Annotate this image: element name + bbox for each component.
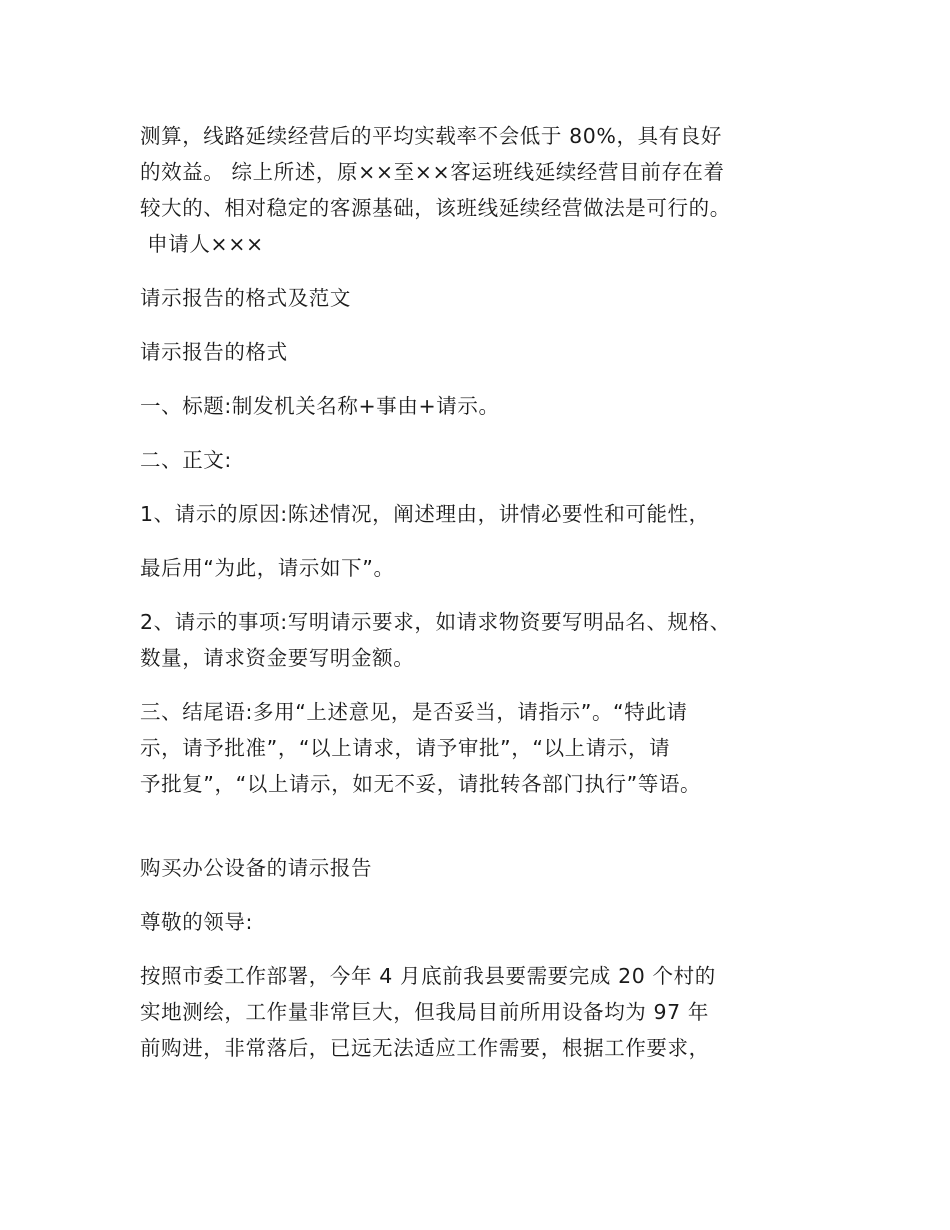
format-title: 请示报告的格式 [140,340,288,364]
item-one-title: 一、标题:制发机关名称+事由+请示。 [140,394,500,418]
matters-line: 2、请示的事项:写明请示要求，如请求物资要写明品名、规格、 [140,610,731,634]
intro-line: 较大的、相对稳定的客源基础，该班线延续经营做法是可行的。 [140,196,731,220]
closing-line: 予批复”，“以上请示，如无不妥，请批转各部门执行”等语。 [140,772,702,796]
sample-line: 按照市委工作部署，今年 4 月底前我县要需要完成 20 个村的 [140,964,716,988]
item-three-closing [140,694,820,802]
item-two-reason: 1、请示的原因:陈述情况，阐述理由，讲情必要性和可能性， [140,502,710,526]
item-two-matters [140,604,820,676]
sample-line: 实地测绘，工作量非常巨大，但我局目前所用设备均为 97 年 [140,1000,710,1024]
matters-line: 数量，请求资金要写明金额。 [140,646,415,670]
intro-line: 的效益。 综上所述，原××至××客运班线延续经营目前存在着 [140,160,725,184]
intro-line: 测算，线路延续经营后的平均实载率不会低于 80%，具有良好 [140,124,722,148]
section-title: 请示报告的格式及范文 [140,286,351,310]
sample-title: 购买办公设备的请示报告 [140,856,373,880]
item-two-reason-cont: 最后用“为此，请示如下”。 [140,556,395,580]
item-two-body: 二、正文: [140,448,232,472]
document-body [140,118,820,1066]
closing-line: 示，请予批准”，“以上请求，请予审批”，“以上请示，请 [140,736,671,760]
sample-line: 前购进，非常落后，已远无法适应工作需要，根据工作要求， [140,1036,710,1060]
salutation: 尊敬的领导: [140,910,254,934]
intro-paragraph [140,118,820,262]
applicant-line: 申请人××× [140,232,264,256]
sample-body [140,958,820,1066]
closing-line: 三、结尾语:多用“上述意见，是否妥当，请指示”。“特此请 [140,700,688,724]
